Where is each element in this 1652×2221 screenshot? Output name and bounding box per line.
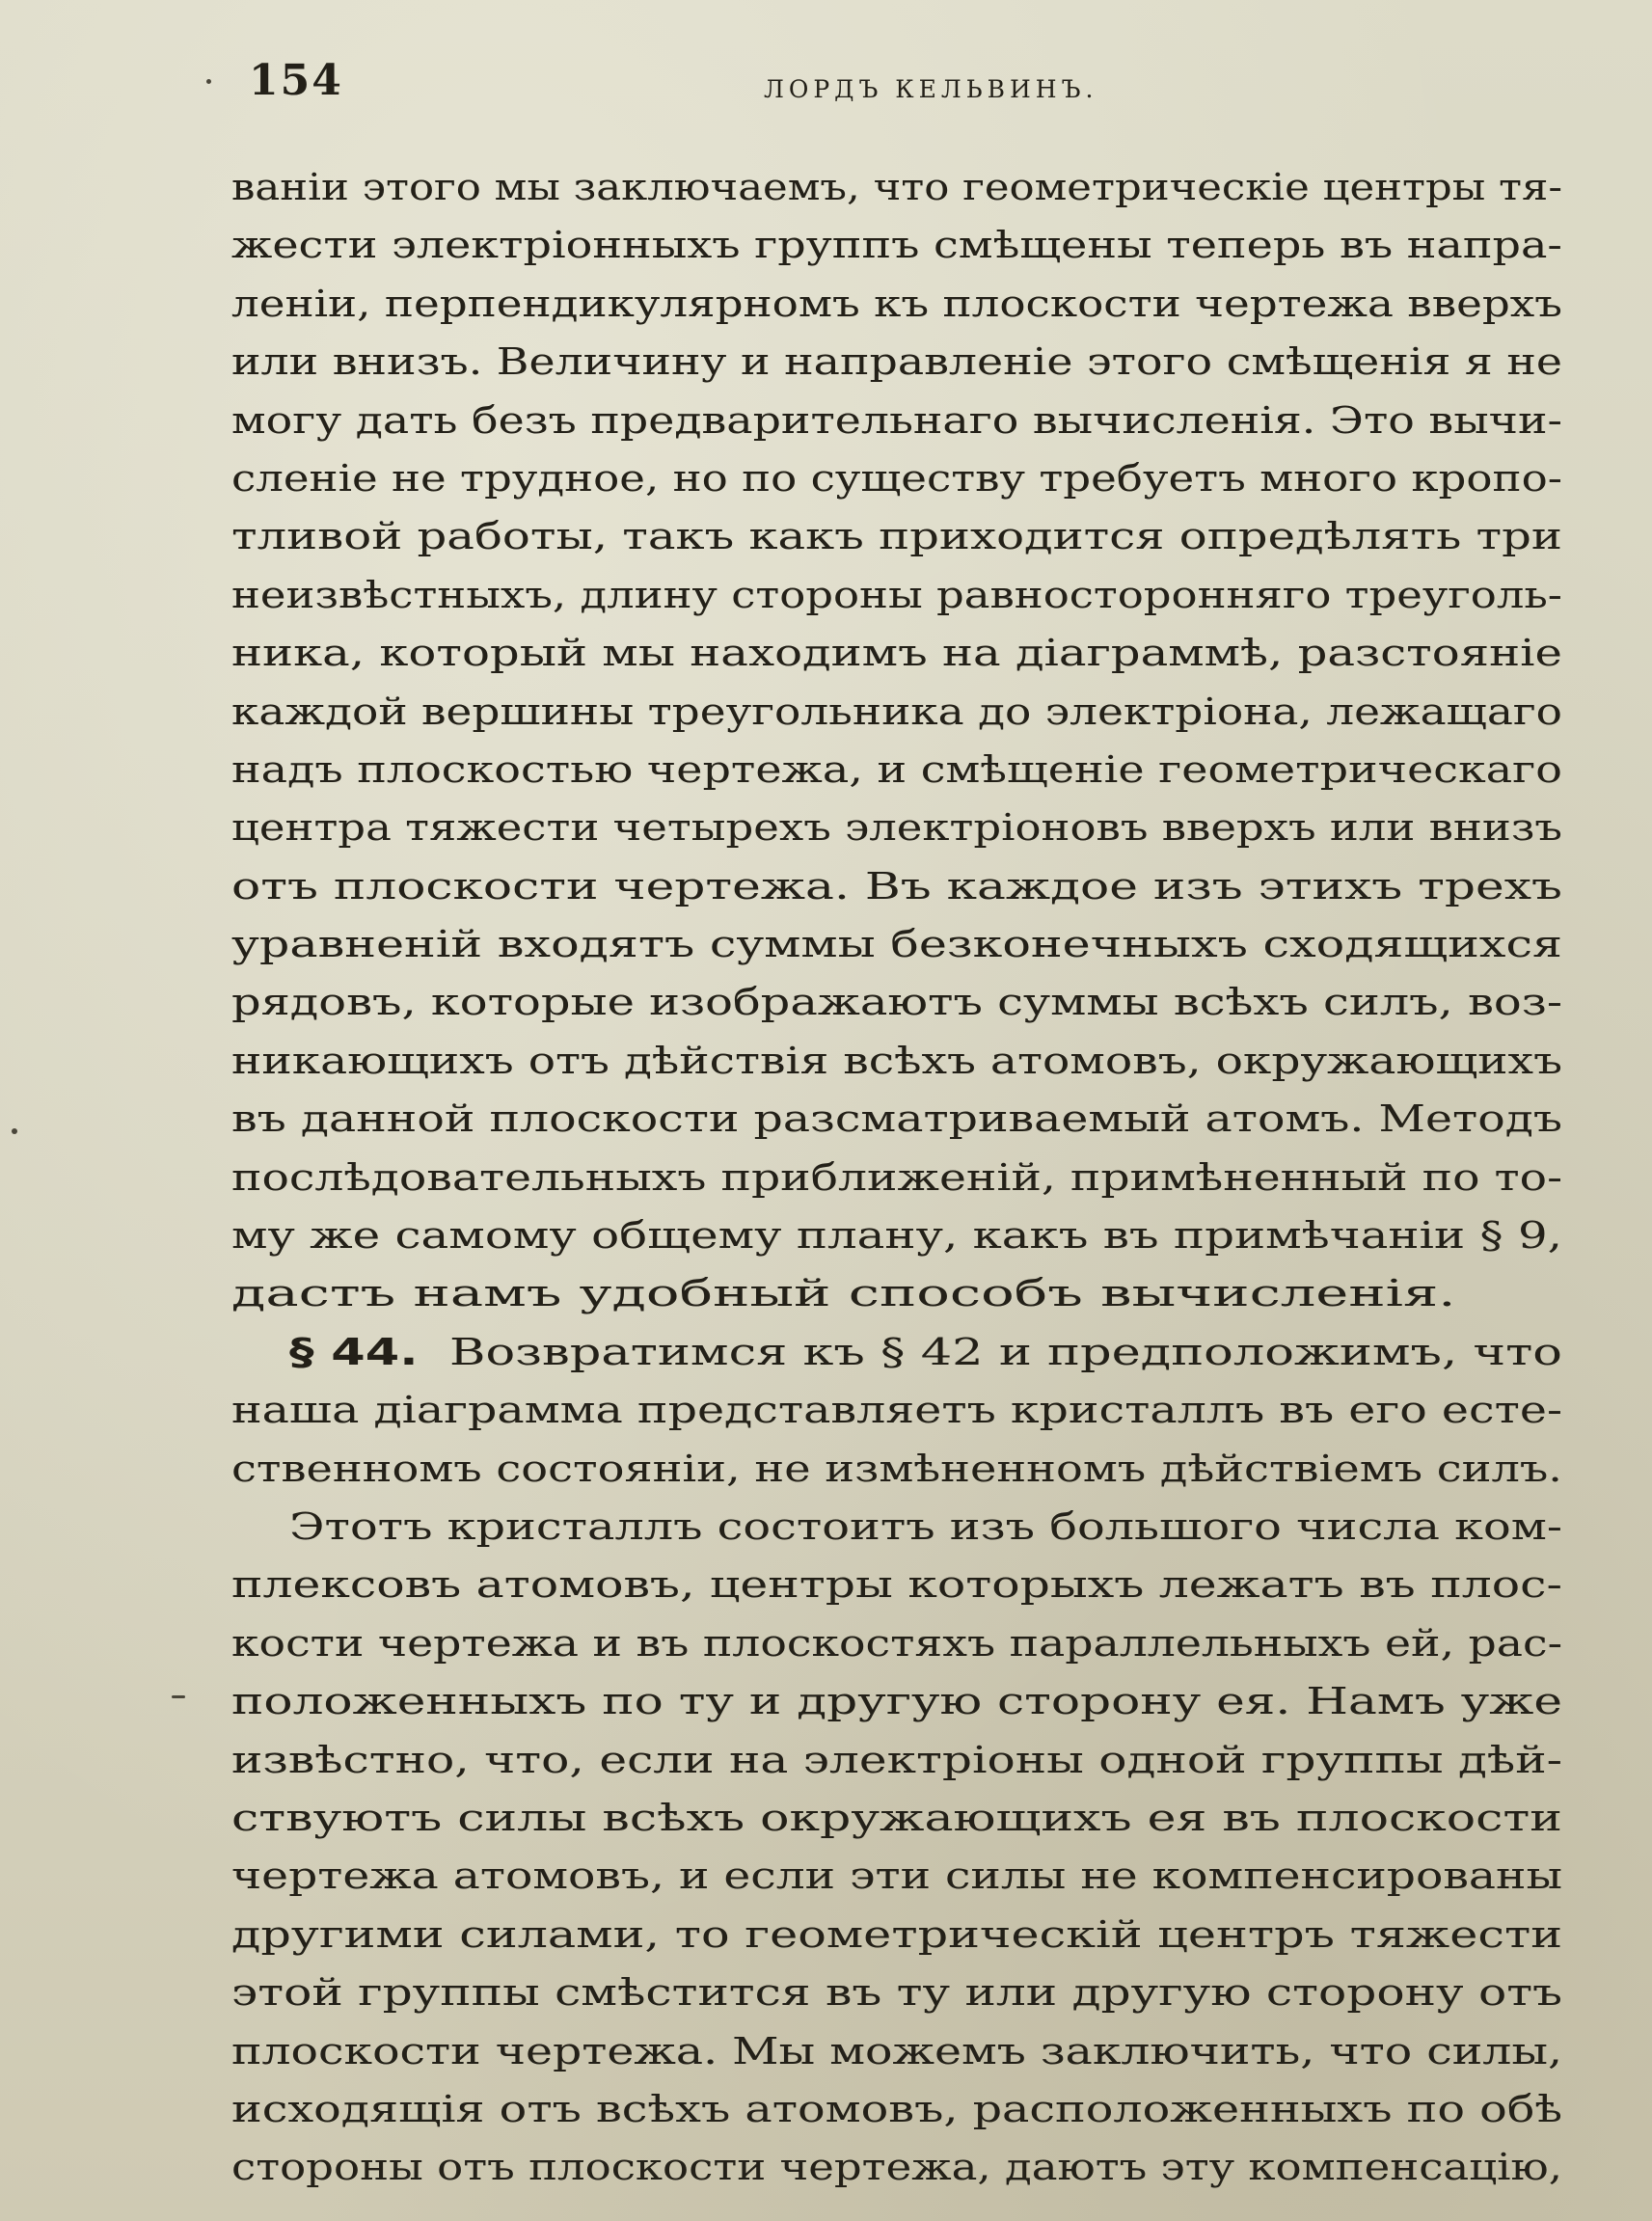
text-line: [231, 857, 1562, 915]
text-line-content: могу дать безъ предварительнаго вычисленія. Это вычи-: [231, 398, 1562, 442]
text-line-content: никающихъ отъ дѣйствія всѣхъ атомовъ, окружающихъ: [231, 1039, 1563, 1082]
text-line-content: каждой вершины треугольника до электріона, лежащаго: [231, 690, 1562, 733]
text-line: [231, 1672, 1562, 1730]
text-line: [231, 216, 1562, 274]
text-line: [231, 1206, 1562, 1264]
text-line-content: положенныхъ по ту и другую сторону ея. Намъ уже: [231, 1680, 1563, 1723]
text-line-content: или внизъ. Величину и направленіе этого смѣщенія я не: [231, 340, 1563, 384]
text-line: [231, 1906, 1562, 1964]
text-line: [231, 2080, 1562, 2138]
text-line-content: му же самому общему плану, какъ въ примѣчаніи § 9,: [231, 1214, 1562, 1258]
text-line: [231, 449, 1562, 507]
text-line-content: послѣдовательныхъ приближеній, примѣненный по то-: [231, 1155, 1563, 1199]
text-line: [231, 1964, 1562, 2021]
text-line-content: наша діаграмма представляетъ кристаллъ въ его есте-: [231, 1389, 1563, 1432]
text-line-content: отъ плоскости чертежа. Въ каждое изъ этихъ трехъ: [231, 864, 1562, 907]
text-line: [231, 915, 1562, 973]
text-line: [231, 1440, 1562, 1498]
text-line: [231, 1323, 1562, 1381]
text-line-content: леніи, перпендикулярномъ къ плоскости чертежа вверхъ: [231, 282, 1563, 325]
text-line: [231, 683, 1562, 741]
page-header: [249, 56, 1406, 114]
text-line: [231, 1731, 1562, 1789]
text-line: [231, 333, 1562, 391]
text-line-content: ствуютъ силы всѣхъ окружающихъ ея въ плоскости: [231, 1796, 1562, 1839]
text-line-content: сленіе не трудное, но по существу требуетъ много кропо-: [231, 456, 1562, 500]
text-line: [231, 973, 1562, 1031]
text-line-content: надъ плоскостью чертежа, и смѣщеніе геометрическаго: [231, 747, 1562, 791]
text-line: [231, 2138, 1562, 2196]
text-line: [231, 799, 1562, 856]
text-line: [231, 624, 1562, 682]
body-text: [231, 158, 1562, 2197]
text-line-content: этой группы смѣстится въ ту или другую сторону отъ: [231, 1971, 1562, 2015]
section-first-line: Возвратимся къ § 42 и предположимъ, что: [449, 1330, 1562, 1373]
margin-speck: [12, 1128, 17, 1134]
margin-speck: [206, 79, 211, 84]
section-number: § 44.: [289, 1330, 419, 1373]
text-line: [231, 392, 1562, 449]
paragraph-first-line: Этотъ кристаллъ состоитъ изъ большого числа ком-: [289, 1504, 1562, 1548]
text-line: [231, 566, 1562, 624]
text-line-content: извѣстно, что, если на электріоны одной группы дѣй-: [231, 1738, 1562, 1781]
page-number: 154: [249, 56, 343, 105]
text-line: [231, 507, 1562, 565]
running-head: ЛОРДЪ КЕЛЬВИНЪ.: [764, 75, 1098, 103]
text-line: [231, 1090, 1562, 1148]
margin-speck: [172, 1695, 185, 1698]
text-line: [231, 741, 1562, 799]
text-line: [231, 1789, 1562, 1847]
text-line: [231, 1032, 1562, 1090]
text-line-content: уравненій входятъ суммы безконечныхъ сходящихся: [231, 923, 1562, 966]
text-line: [231, 2022, 1562, 2080]
text-line-content: кости чертежа и въ плоскостяхъ параллельныхъ ей, рас-: [231, 1621, 1563, 1665]
text-line-content: ника, который мы находимъ на діаграммѣ, разстояніе: [231, 632, 1562, 675]
text-line-content: ственномъ состояніи, не измѣненномъ дѣйствіемъ силъ.: [231, 1447, 1562, 1490]
text-line: [231, 1149, 1562, 1206]
text-line-content: въ данной плоскости разсматриваемый атомъ. Методъ: [231, 1097, 1563, 1141]
text-line: [231, 158, 1562, 216]
text-line-content: дастъ намъ удобный способъ вычисленія.: [231, 1272, 1456, 1315]
text-line-content: центра тяжести четырехъ электріоновъ вверхъ или внизъ: [231, 806, 1562, 850]
text-line: [231, 1847, 1562, 1905]
text-line-content: исходящія отъ всѣхъ атомовъ, расположенныхъ по обѣ: [231, 2087, 1563, 2130]
text-line: [231, 1264, 1562, 1322]
text-line: [231, 1381, 1562, 1439]
text-line-content: жести электріонныхъ группъ смѣщены теперь въ напра-: [231, 224, 1562, 267]
text-line-content: другими силами, то геометрическій центръ тяжести: [231, 1912, 1563, 1956]
text-line-content: плексовъ атомовъ, центры которыхъ лежатъ въ плос-: [231, 1563, 1562, 1607]
text-line: [231, 1614, 1562, 1672]
text-line-content: неизвѣстныхъ, длину стороны равносторонняго треуголь-: [231, 573, 1562, 616]
text-line: [231, 275, 1562, 333]
text-line: [231, 1556, 1562, 1613]
text-line-content: тливой работы, такъ какъ приходится опредѣлять три: [231, 515, 1562, 558]
text-line-content: рядовъ, которые изображаютъ суммы всѣхъ силъ, воз-: [231, 981, 1562, 1024]
text-line: [231, 1498, 1562, 1556]
text-line-content: чертежа атомовъ, и если эти силы не компенсированы: [231, 1855, 1563, 1898]
text-line-content: ваніи этого мы заключаемъ, что геометрическіе центры тя-: [231, 166, 1563, 208]
text-line-content: стороны отъ плоскости чертежа, даютъ эту компенсацію,: [231, 2146, 1563, 2189]
text-line-content: плоскости чертежа. Мы можемъ заключить, что силы,: [231, 2029, 1563, 2072]
